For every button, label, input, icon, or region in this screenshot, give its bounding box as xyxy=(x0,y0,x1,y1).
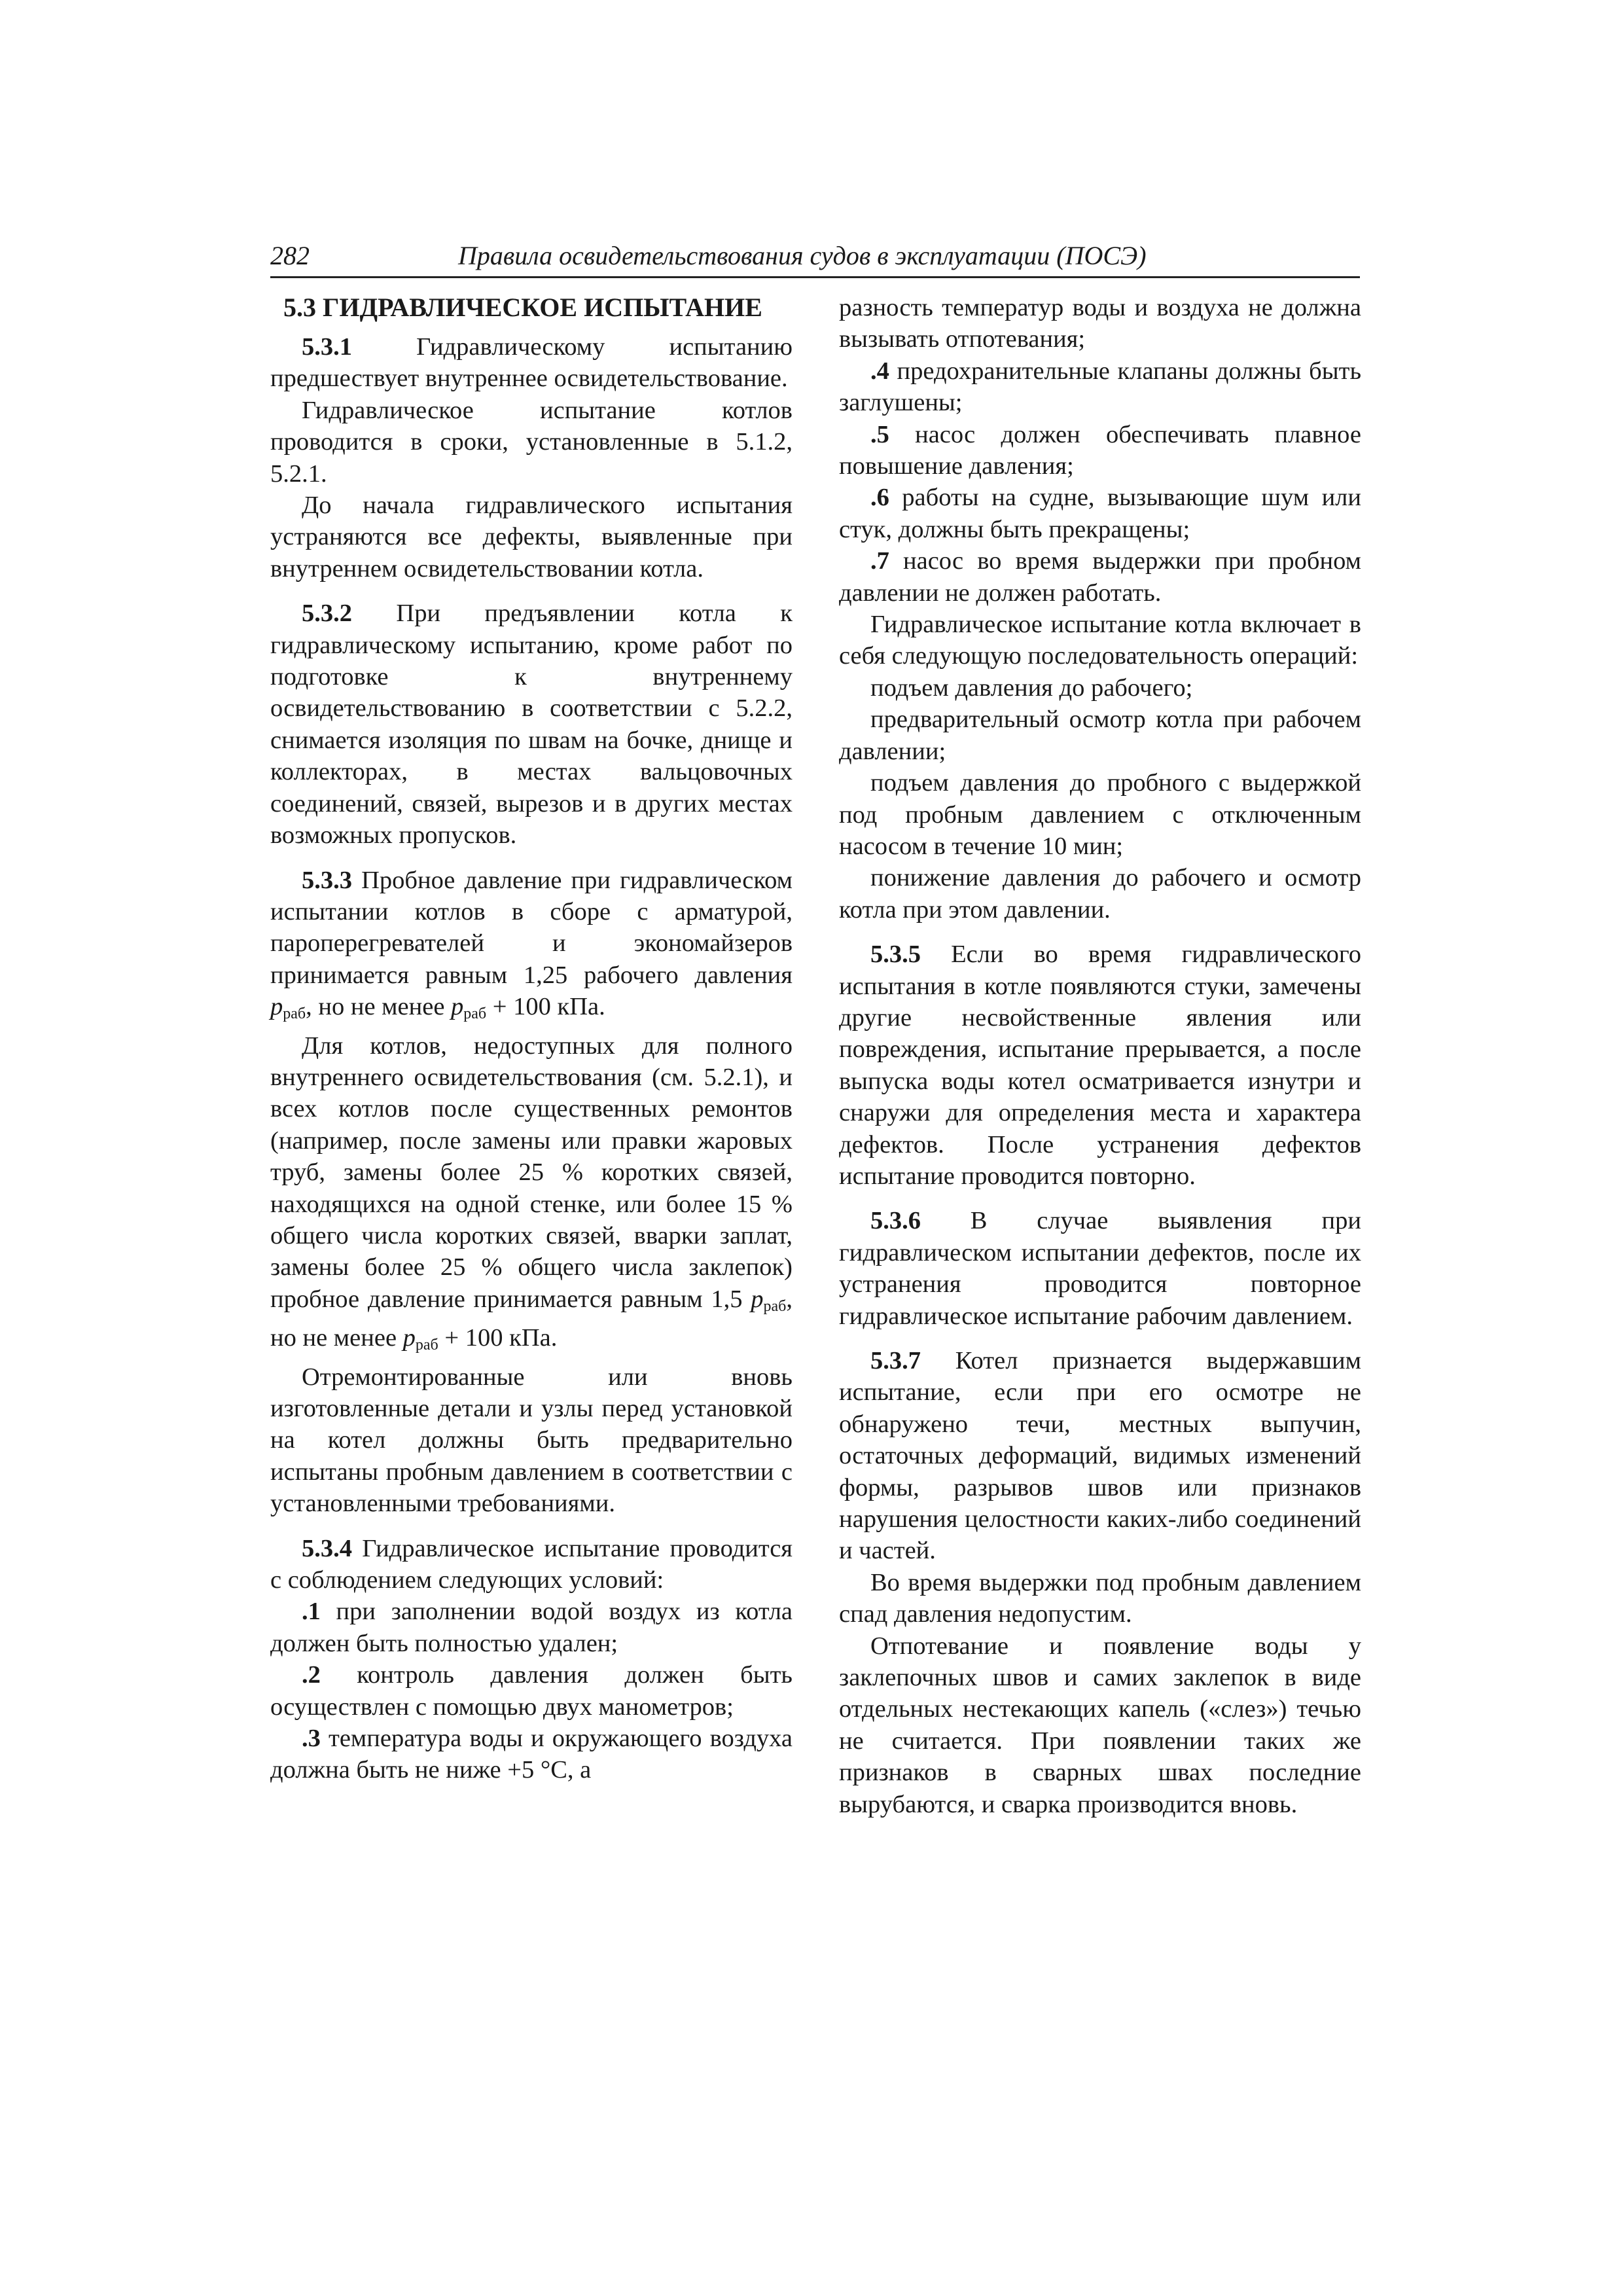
right-column xyxy=(839,292,1361,1820)
paragraph-continued: разность температур воды и воздуха не должна вызывать отпотевания; xyxy=(839,294,1361,353)
paragraph: Во время выдержки под пробным давлением спад давления недопустим. xyxy=(839,1568,1361,1628)
paragraph-text: Гидравлическое испытание проводится с соблюдением следующих условий: xyxy=(270,1534,793,1594)
paragraph-text: + 100 кПа. xyxy=(438,1324,558,1352)
item-number: .4 xyxy=(870,357,889,385)
paragraph-text: + 100 кПа. xyxy=(486,993,605,1021)
clause-number: 5.3.3 xyxy=(302,866,352,894)
paragraph-text: Если во время гидравлического испытания в котле появляются стуки, замечены другие несвойственные явления или повреждения, испытание прерывается, а после выпуска воды котел осматривается изнутри и снаружи для определения места и характера дефектов. После устранения дефектов испытание проводится повторно. xyxy=(839,941,1361,1190)
paragraph: Отпотевание и появление воды у заклепочных швов и самих заклепок в виде отдельных нестекающих капель («слез») течью не считается. При появлении таких же признаков в сварных швах последние вырубаются, и сварка производится вновь. xyxy=(839,1632,1361,1818)
paragraph-text: При предъявлении котла к гидравлическому испытанию, кроме работ по подготовке к внутреннему освидетельствованию в соответствии с 5.2.2, снимается изоляция по швам на бочке, днище и коллекторах, в местах вальцовочных соединений, связей, вырезов и в других местах возможных пропусков. xyxy=(270,600,793,850)
paragraph-5-3-2 xyxy=(270,598,793,851)
list-item-3 xyxy=(270,1723,793,1786)
list-item-1 xyxy=(270,1596,793,1659)
section-heading: 5.3 ГИДРАВЛИЧЕСКОЕ ИСПЫТАНИЕ xyxy=(283,293,762,322)
paragraph-5-3-6 xyxy=(839,1205,1361,1332)
item-number: .6 xyxy=(870,484,889,512)
page-number: 282 xyxy=(270,241,310,270)
symbol-subscript: раб xyxy=(763,1297,787,1315)
paragraph-5-3-1 xyxy=(270,331,793,395)
symbol-subscript: раб xyxy=(463,1005,487,1023)
paragraph-text: В случае выявления при гидравлическом испытании дефектов, после их устранения проводится повторное гидравлическое испытание рабочим давлением. xyxy=(839,1207,1361,1330)
paragraph: Гидравлическое испытание котла включает в себя следующую последовательность операций: xyxy=(839,611,1361,670)
paragraph-5-3-5 xyxy=(839,939,1361,1192)
item-text: контроль давления должен быть осуществлен с помощью двух манометров; xyxy=(270,1661,793,1721)
item-text: температура воды и окружающего воздуха должна быть не ниже +5 °С, а xyxy=(270,1725,793,1784)
list-item-7 xyxy=(839,545,1361,609)
symbol-p: p xyxy=(270,993,283,1021)
item-text: работы на судне, вызывающие шум или стук, должны быть прекращены; xyxy=(839,484,1361,543)
paragraph-5-3-7 xyxy=(839,1345,1361,1567)
operation-step: подъем давления до рабочего; xyxy=(870,673,1193,702)
item-text: насос во время выдержки при пробном давлении не должен работать. xyxy=(839,547,1361,607)
symbol-p: p xyxy=(402,1324,416,1352)
item-number: .3 xyxy=(302,1725,321,1753)
clause-number: 5.3.4 xyxy=(302,1534,352,1562)
operation-step: предварительный осмотр котла при рабочем давлении; xyxy=(839,706,1361,765)
symbol-p: p xyxy=(451,993,464,1021)
paragraph: Гидравлическое испытание котлов проводится в сроки, установленные в 5.1.2, 5.2.1. xyxy=(270,396,793,488)
item-number: .7 xyxy=(870,547,889,575)
item-text: предохранительные клапаны должны быть заглушены; xyxy=(839,357,1361,417)
paragraph-text: , но не менее xyxy=(270,1285,793,1352)
clause-number: 5.3.7 xyxy=(870,1347,921,1374)
left-column xyxy=(270,292,793,1786)
item-text: насос должен обеспечивать плавное повышение давления; xyxy=(839,420,1361,480)
paragraph-text: , но не менее xyxy=(306,993,452,1021)
clause-number: 5.3.1 xyxy=(302,333,352,361)
paragraph-5-3-4 xyxy=(270,1533,793,1596)
paragraph-text: Гидравлическому испытанию предшествует внутреннее освидетельствование. xyxy=(270,333,793,393)
list-item-4 xyxy=(839,355,1361,419)
item-number: .5 xyxy=(870,420,889,448)
paragraph xyxy=(270,1030,793,1361)
symbol-subscript: раб xyxy=(283,1005,306,1023)
clause-number: 5.3.2 xyxy=(302,600,352,628)
symbol-p: p xyxy=(751,1285,764,1313)
running-title: Правила освидетельствования судов в эксплуатации (ПОСЭ) xyxy=(458,241,1147,270)
paragraph-5-3-3 xyxy=(270,865,793,1030)
paragraph-text: Для котлов, недоступных для полного внутреннего освидетельствования (см. 5.2.1), и всех котлов после существенных ремонтов (например, после замены или правки жаровых труб, замены более 25 % коротких связей, находящихся на одной стенке, или более 15 % общего числа коротких связей, вварки заплат, замены более 25 % общего числа заклепок) пробное давление принимается равным 1,5 xyxy=(270,1031,793,1313)
item-text: при заполнении водой воздух из котла должен быть полностью удален; xyxy=(270,1598,793,1657)
list-item-6 xyxy=(839,482,1361,545)
clause-number: 5.3.6 xyxy=(870,1207,921,1235)
clause-number: 5.3.5 xyxy=(870,941,921,969)
running-header xyxy=(270,236,1360,278)
operation-step: понижение давления до рабочего и осмотр котла при этом давлении. xyxy=(839,864,1361,924)
item-number: .1 xyxy=(302,1598,321,1626)
list-item-5 xyxy=(839,419,1361,482)
paragraph: Отремонтированные или вновь изготовленные детали и узлы перед установкой на котел должны быть предварительно испытаны пробным давлением в соответствии с установленными требованиями. xyxy=(270,1363,793,1518)
paragraph: До начала гидравлического испытания устраняются все дефекты, выявленные при внутреннем освидетельствовании котла. xyxy=(270,492,793,583)
list-item-2 xyxy=(270,1659,793,1723)
paragraph-text: Котел признается выдержавшим испытание, если при его осмотре не обнаружено течи, местных выпучин, остаточных деформаций, видимых изменений формы, разрывов швов или признаков нарушения целостности каких-либо соединений и частей. xyxy=(839,1347,1361,1565)
symbol-subscript: раб xyxy=(415,1336,438,1354)
paragraph-text: Пробное давление при гидравлическом испытании котлов в сборе с арматурой, пароперегревателей и экономайзеров принимается равным 1,25 рабочего давления xyxy=(270,866,793,989)
item-number: .2 xyxy=(302,1661,321,1689)
operation-step: подъем давления до пробного с выдержкой под пробным давлением с отключенным насосом в течение 10 мин; xyxy=(839,769,1361,860)
